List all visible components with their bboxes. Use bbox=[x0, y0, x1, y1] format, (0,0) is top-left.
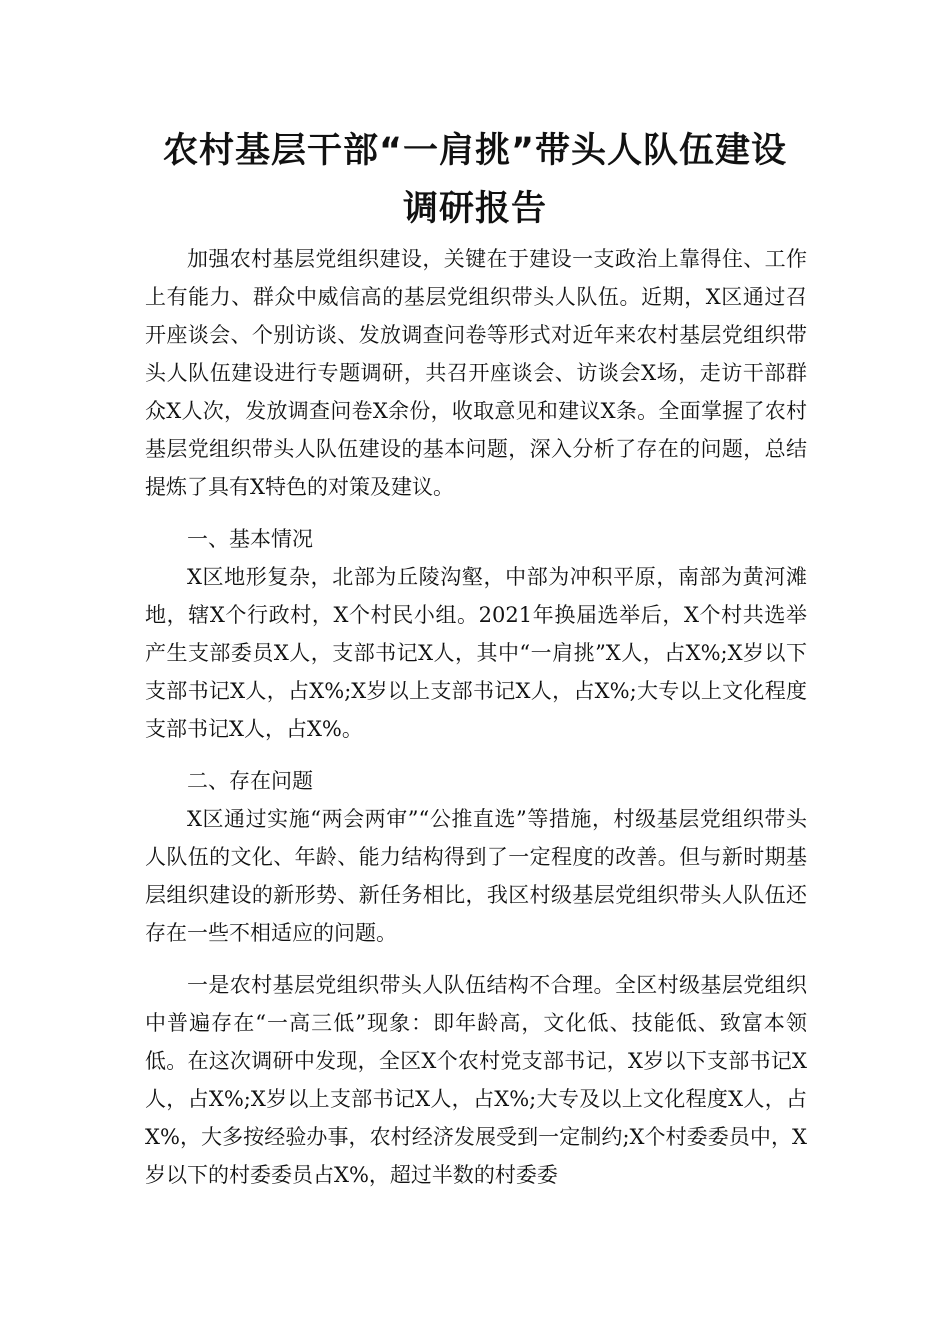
section-heading-existing-problems: 二、存在问题 bbox=[187, 769, 313, 793]
document-title-line-2: 调研报告 bbox=[402, 189, 547, 229]
problem-one-paragraph: 一是农村基层党组织带头人队伍结构不合理。全区村级基层党组织中普遍存在“一高三低”现象：即年龄高，文化低、技能低、致富本领低。在这次调研中发现，全区X个农村党支部书记，X岁以下支部书记X人，占X%;X岁以上支部书记X人，占X%;大专及以上文化程度X人，占X%，大多按经验办事，农村经济发展受到一定制约;X个村委委员中，X岁以下的村委委员占X%，超过半数的村委委 bbox=[145, 973, 807, 1187]
paragraph-gap bbox=[145, 748, 807, 762]
document-title-line-1: 农村基层干部“一肩挑”带头人队伍建设 bbox=[162, 131, 787, 171]
existing-problems-paragraph: X区通过实施“两会两审”“公推直选”等措施，村级基层党组织带头人队伍的文化、年龄、能力结构得到了一定程度的改善。但与新时期基层组织建设的新形势、新任务相比，我区村级基层党组织带头人队伍还存在一些不相适应的问题。 bbox=[145, 807, 807, 945]
intro-paragraph: 加强农村基层党组织建设，关键在于建设一支政治上靠得住、工作上有能力、群众中威信高的基层党组织带头人队伍。近期，X区通过召开座谈会、个别访谈、发放调查问卷等形式对近年来农村基层党组织带头人队伍建设进行专题调研，共召开座谈会、访谈会X场，走访干部群众X人次，发放调查问卷X余份，收取意见和建议X条。全面掌握了农村基层党组织带头人队伍建设的基本问题，深入分析了存在的问题，总结提炼了具有X特色的对策及建议。 bbox=[145, 247, 807, 499]
paragraph-gap bbox=[145, 952, 807, 966]
basic-situation-paragraph: X区地形复杂，北部为丘陵沟壑，中部为冲积平原，南部为黄河滩地，辖X个行政村，X个村民小组。2021年换届选举后，X个村共选举产生支部委员X人，支部书记X人，其中“一肩挑”X人，占X%;X岁以下支部书记X人，占X%;X岁以上支部书记X人，占X%;大专以上文化程度支部书记X人，占X%。 bbox=[145, 565, 807, 741]
section-heading-basic-situation: 一、基本情况 bbox=[187, 527, 313, 551]
document-body bbox=[145, 240, 807, 1194]
paragraph-gap bbox=[145, 506, 807, 520]
